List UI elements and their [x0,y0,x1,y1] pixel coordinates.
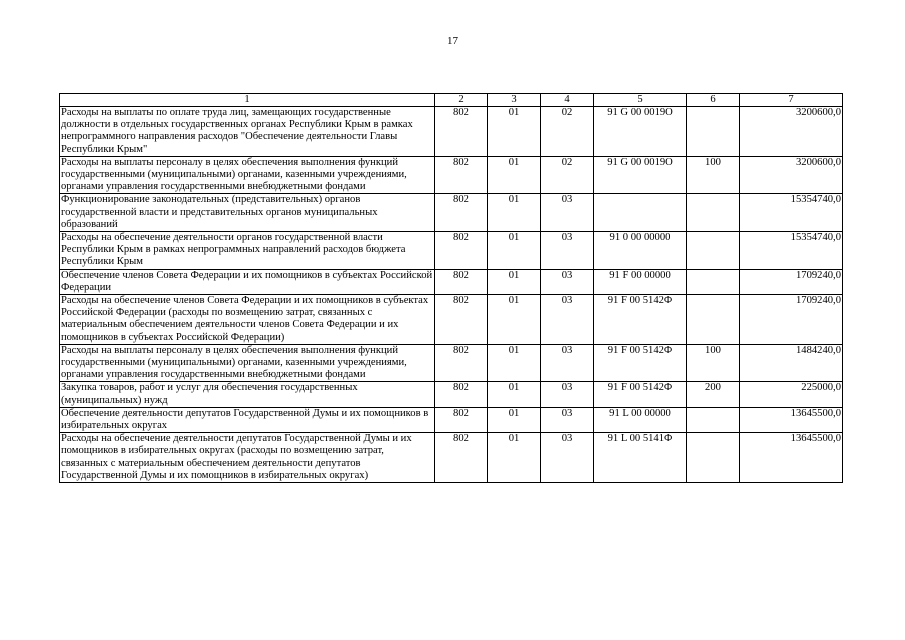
row-section: 01 [488,194,541,232]
row-expense-type: 100 [687,344,740,382]
row-subsection: 03 [541,433,594,483]
row-target-code: 91 0 00 00000 [594,232,687,270]
row-name: Расходы на выплаты персоналу в целях обеспечения выполнения функций государственными (муниципальными) органами, казенными учреждениями, органами управления государственными внебюджетными фондами [60,344,435,382]
row-grbs: 802 [435,107,488,157]
row-subsection: 03 [541,194,594,232]
table-row [60,382,843,407]
table-row [60,344,843,382]
row-target-code: 91 G 00 0019O [594,156,687,194]
row-expense-type [687,232,740,270]
header-col-6: 6 [687,94,740,107]
row-section: 01 [488,433,541,483]
row-subsection: 03 [541,295,594,345]
table-row [60,194,843,232]
row-amount: 3200600,0 [740,156,843,194]
row-amount: 1709240,0 [740,295,843,345]
row-expense-type: 100 [687,156,740,194]
row-target-code: 91 G 00 0019O [594,107,687,157]
row-name: Расходы на обеспечение деятельности органов государственной власти Республики Крым в рамках непрограммных направлений расходов бюджета Республики Крым [60,232,435,270]
table-row [60,232,843,270]
row-target-code: 91 F 00 5142Ф [594,295,687,345]
row-amount: 15354740,0 [740,194,843,232]
row-amount: 1484240,0 [740,344,843,382]
row-expense-type: 200 [687,382,740,407]
row-subsection: 02 [541,156,594,194]
row-expense-type [687,433,740,483]
row-grbs: 802 [435,344,488,382]
row-amount: 225000,0 [740,382,843,407]
table-row [60,295,843,345]
header-col-4: 4 [541,94,594,107]
row-section: 01 [488,269,541,294]
header-col-7: 7 [740,94,843,107]
table-row [60,433,843,483]
row-section: 01 [488,156,541,194]
row-section: 01 [488,344,541,382]
row-grbs: 802 [435,433,488,483]
header-col-1: 1 [60,94,435,107]
row-grbs: 802 [435,232,488,270]
row-amount: 13645500,0 [740,433,843,483]
header-col-2: 2 [435,94,488,107]
row-expense-type [687,407,740,432]
row-name: Расходы на обеспечение деятельности депутатов Государственной Думы и их помощников в избирательных округах (расходы по возмещению затрат, связанных с материальным обеспечением деятельности депутатов Государственной Думы и их помощников в избирательных округах) [60,433,435,483]
row-expense-type [687,269,740,294]
row-grbs: 802 [435,156,488,194]
row-target-code: 91 L 00 5141Ф [594,433,687,483]
row-grbs: 802 [435,407,488,432]
row-name: Расходы на выплаты персоналу в целях обеспечения выполнения функций государственными (муниципальными) органами, казенными учреждениями, органами управления государственными внебюджетными фондами [60,156,435,194]
row-name: Обеспечение членов Совета Федерации и их помощников в субъектах Российской Федерации [60,269,435,294]
row-subsection: 03 [541,344,594,382]
row-subsection: 03 [541,269,594,294]
row-section: 01 [488,295,541,345]
row-section: 01 [488,407,541,432]
row-amount: 15354740,0 [740,232,843,270]
row-section: 01 [488,382,541,407]
row-expense-type [687,295,740,345]
table-row [60,269,843,294]
row-amount: 3200600,0 [740,107,843,157]
row-name: Обеспечение деятельности депутатов Государственной Думы и их помощников в избирательных округах [60,407,435,432]
row-name: Функционирование законодательных (представительных) органов государственной власти и представительных органов муниципальных образований [60,194,435,232]
row-target-code: 91 L 00 00000 [594,407,687,432]
page-number: 17 [447,35,458,47]
budget-table [59,93,843,483]
row-grbs: 802 [435,269,488,294]
row-section: 01 [488,107,541,157]
row-section: 01 [488,232,541,270]
row-target-code: 91 F 00 00000 [594,269,687,294]
row-amount: 13645500,0 [740,407,843,432]
table-row [60,107,843,157]
row-expense-type [687,107,740,157]
row-target-code [594,194,687,232]
table-row [60,156,843,194]
row-target-code: 91 F 00 5142Ф [594,382,687,407]
row-name: Закупка товаров, работ и услуг для обеспечения государственных (муниципальных) нужд [60,382,435,407]
table-row [60,407,843,432]
row-amount: 1709240,0 [740,269,843,294]
row-expense-type [687,194,740,232]
row-grbs: 802 [435,194,488,232]
header-col-3: 3 [488,94,541,107]
header-row [60,94,843,107]
row-grbs: 802 [435,382,488,407]
row-subsection: 03 [541,407,594,432]
row-subsection: 03 [541,382,594,407]
row-grbs: 802 [435,295,488,345]
header-col-5: 5 [594,94,687,107]
row-name: Расходы на выплаты по оплате труда лиц, замещающих государственные должности в отдельных государственных органах Республики Крым в рамках непрограммного направления расходов "Обеспечение деятельности Главы Республики Крым" [60,107,435,157]
row-target-code: 91 F 00 5142Ф [594,344,687,382]
row-subsection: 02 [541,107,594,157]
row-name: Расходы на обеспечение членов Совета Федерации и их помощников в субъектах Российской Федерации (расходы по возмещению затрат, связанных с материальным обеспечением деятельности членов Совета Федерации и их помощников в субъектах Российской Федерации) [60,295,435,345]
row-subsection: 03 [541,232,594,270]
